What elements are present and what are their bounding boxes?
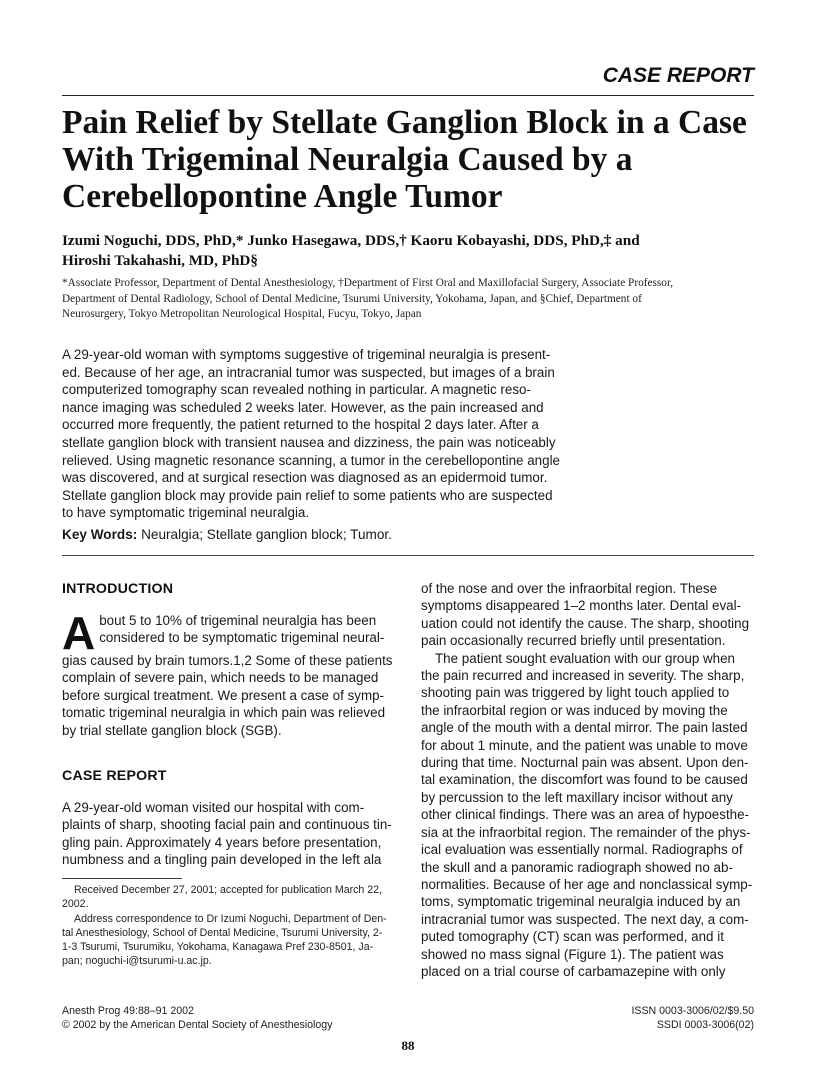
case-report-paragraph <box>62 799 398 869</box>
ssdi-line: SSDI 0003-3006(02) <box>656 1018 754 1031</box>
paragraph-line: the skull and a panoramic radiograph showed no ab- <box>421 859 733 875</box>
case-paragraph-2 <box>421 650 757 981</box>
right-column <box>421 580 757 980</box>
paragraph-line: symptoms disappeared 1–2 months later. Dental eval- <box>421 598 742 614</box>
case-report-heading: CASE REPORT <box>62 768 167 785</box>
journal-identifiers <box>631 1005 754 1032</box>
paragraph-line: puted tomography (CT) scan was performed, and it <box>421 929 724 945</box>
abstract <box>62 346 562 522</box>
keywords-label: Key Words: <box>62 527 138 542</box>
paragraph-line: gias caused by brain tumors.1,2 Some of these patients <box>62 653 393 668</box>
paragraph-line: considered to be symptomatic trigeminal neural- <box>99 630 385 646</box>
abstract-line: to have symptomatic trigeminal neuralgia. <box>62 505 310 521</box>
keywords-text: Neuralgia; Stellate ganglion block; Tumor. <box>137 527 392 542</box>
section-divider <box>62 555 754 556</box>
paragraph-line: gling pain. Approximately 4 years before presentation, <box>62 834 382 850</box>
page-number: 88 <box>401 1038 415 1053</box>
affiliation-line: *Associate Professor, Department of Dental Anesthesiology, †Department of First Oral and Maxillofacial Surgery, Associate Professor, <box>62 277 674 289</box>
paragraph-line: complain of severe pain, which needs to be managed <box>62 670 379 686</box>
footnote-line: 2002. <box>62 898 89 911</box>
paragraph-line: placed on a trial course of carbamazepine with only <box>421 963 726 979</box>
paragraph-line: A 29-year-old woman visited our hospital with com- <box>62 800 365 816</box>
affiliation-line: Neurosurgery, Tokyo Metropolitan Neurological Hospital, Fucyu, Tokyo, Japan <box>62 308 422 320</box>
paragraph-line: for about 1 minute, and the patient was unable to move <box>421 737 748 753</box>
paragraph-line: toms, symptomatic trigeminal neuralgia induced by an <box>421 894 741 910</box>
author-list <box>62 231 762 271</box>
copyright-line: © 2002 by the American Dental Society of Anesthesiology <box>62 1018 333 1031</box>
paragraph-line: ical evaluation was essentially normal. Radiographs of <box>421 842 743 858</box>
paragraph-line: the pain recurred and increased in severity. The sharp, <box>421 668 745 684</box>
affiliations <box>62 276 762 323</box>
footnote-divider <box>62 878 182 879</box>
paragraph-line: during that time. Nocturnal pain was absent. Upon den- <box>421 755 749 771</box>
case-paragraph-1 <box>421 580 757 650</box>
paragraph-line: before surgical treatment. We present a case of symp- <box>62 687 385 703</box>
title-line: Cerebellopontine Angle Tumor <box>62 178 503 215</box>
abstract-line: nance imaging was scheduled 2 weeks later. However, as the pain increased and <box>62 399 544 415</box>
paragraph-line: other clinical findings. There was an area of hypoesthe- <box>421 807 750 823</box>
footnote-line: Received December 27, 2001; accepted for publication March 22, <box>74 884 382 896</box>
drop-cap: A <box>62 607 96 659</box>
paragraph-line: by trial stellate ganglion block (SGB). <box>62 722 282 738</box>
citation-line: Anesth Prog 49:88–91 2002 <box>62 1005 194 1017</box>
paragraph-line: angle of the mouth with a dental mirror. The pain lasted <box>421 720 748 736</box>
paragraph-line: uation could not identify the cause. The sharp, shooting <box>421 615 750 631</box>
abstract-line: was discovered, and at surgical resection was diagnosed as an epidermoid tumor. <box>62 470 548 486</box>
paragraph-line: shooting pain was triggered by light touch applied to <box>421 685 730 701</box>
abstract-line: ed. Because of her age, an intracranial tumor was suspected, but images of a brain <box>62 364 555 380</box>
footnote-line: 1-3 Tsurumi, Tsurumiku, Yokohama, Kanagawa Pref 230-8501, Ja- <box>62 941 374 954</box>
header-divider <box>62 95 754 96</box>
article-type-label: CASE REPORT <box>602 64 754 87</box>
keywords <box>62 526 392 543</box>
paragraph-line: plaints of sharp, shooting facial pain and continuous tin- <box>62 817 392 833</box>
paragraph-line: by percussion to the left maxillary incisor without any <box>421 789 733 805</box>
paragraph-line: the infraorbital region or was induced by moving the <box>421 702 728 718</box>
abstract-line: occurred more frequently, the patient returned to the hospital 2 days later. After a <box>62 417 539 433</box>
author-line: Izumi Noguchi, DDS, PhD,* Junko Hasegawa, DDS,† Kaoru Kobayashi, DDS, PhD,‡ and <box>62 232 640 249</box>
journal-citation <box>62 1005 332 1032</box>
article-title <box>62 104 762 215</box>
abstract-line: computerized tomography scan revealed nothing in particular. A magnetic reso- <box>62 382 531 398</box>
abstract-line: stellate ganglion block with transient nausea and dizziness, the pain was noticeably <box>62 434 556 450</box>
paragraph-line: sia at the infraorbital region. The remainder of the phys- <box>421 824 751 840</box>
author-line: Hiroshi Takahashi, MD, PhD§ <box>62 252 258 269</box>
paragraph-line: of the nose and over the infraorbital region. These <box>421 581 718 596</box>
footnote-line: Address correspondence to Dr Izumi Noguchi, Department of Den- <box>74 912 387 925</box>
paragraph-line: normalities. Because of her age and nonclassical symp- <box>421 876 753 892</box>
introduction-paragraph <box>62 607 398 739</box>
issn-line: ISSN 0003-3006/02/$9.50 <box>631 1005 754 1017</box>
footnote-line: pan; noguchi-i@tsurumi-u.ac.jp. <box>62 955 212 968</box>
paragraph-line: showed no mass signal (Figure 1). The patient was <box>421 946 724 962</box>
abstract-line: Stellate ganglion block may provide pain relief to some patients who are suspected <box>62 487 553 503</box>
introduction-heading: INTRODUCTION <box>62 581 174 597</box>
paragraph-line: tomatic trigeminal neuralgia in which pain was relieved <box>62 705 386 721</box>
paragraph-line: intracranial tumor was suspected. The next day, a com- <box>421 911 749 927</box>
abstract-line: A 29-year-old woman with symptoms suggestive of trigeminal neuralgia is present- <box>62 347 551 362</box>
abstract-line: relieved. Using magnetic resonance scanning, a tumor in the cerebellopontine angle <box>62 452 560 468</box>
footnote <box>62 883 398 969</box>
left-column <box>62 580 398 869</box>
paragraph-line: tal examination, the discomfort was found to be caused <box>421 772 748 788</box>
footnote-line: tal Anesthesiology, School of Dental Medicine, Tsurumi University, 2- <box>62 926 383 939</box>
paragraph-line: pain occasionally recurred briefly until presentation. <box>421 633 726 649</box>
paragraph-line: bout 5 to 10% of trigeminal neuralgia has been <box>99 613 377 628</box>
title-line: With Trigeminal Neuralgia Caused by a <box>62 141 633 178</box>
title-line: Pain Relief by Stellate Ganglion Block in a Case <box>62 104 747 141</box>
paragraph-line: The patient sought evaluation with our group when <box>435 650 736 666</box>
affiliation-line: Department of Dental Radiology, School of Dental Medicine, Tsurumi University, Yokohama, Japan, and §Chief, Department of <box>62 292 642 305</box>
paragraph-line: numbness and a tingling pain developed in the left ala <box>62 852 382 868</box>
